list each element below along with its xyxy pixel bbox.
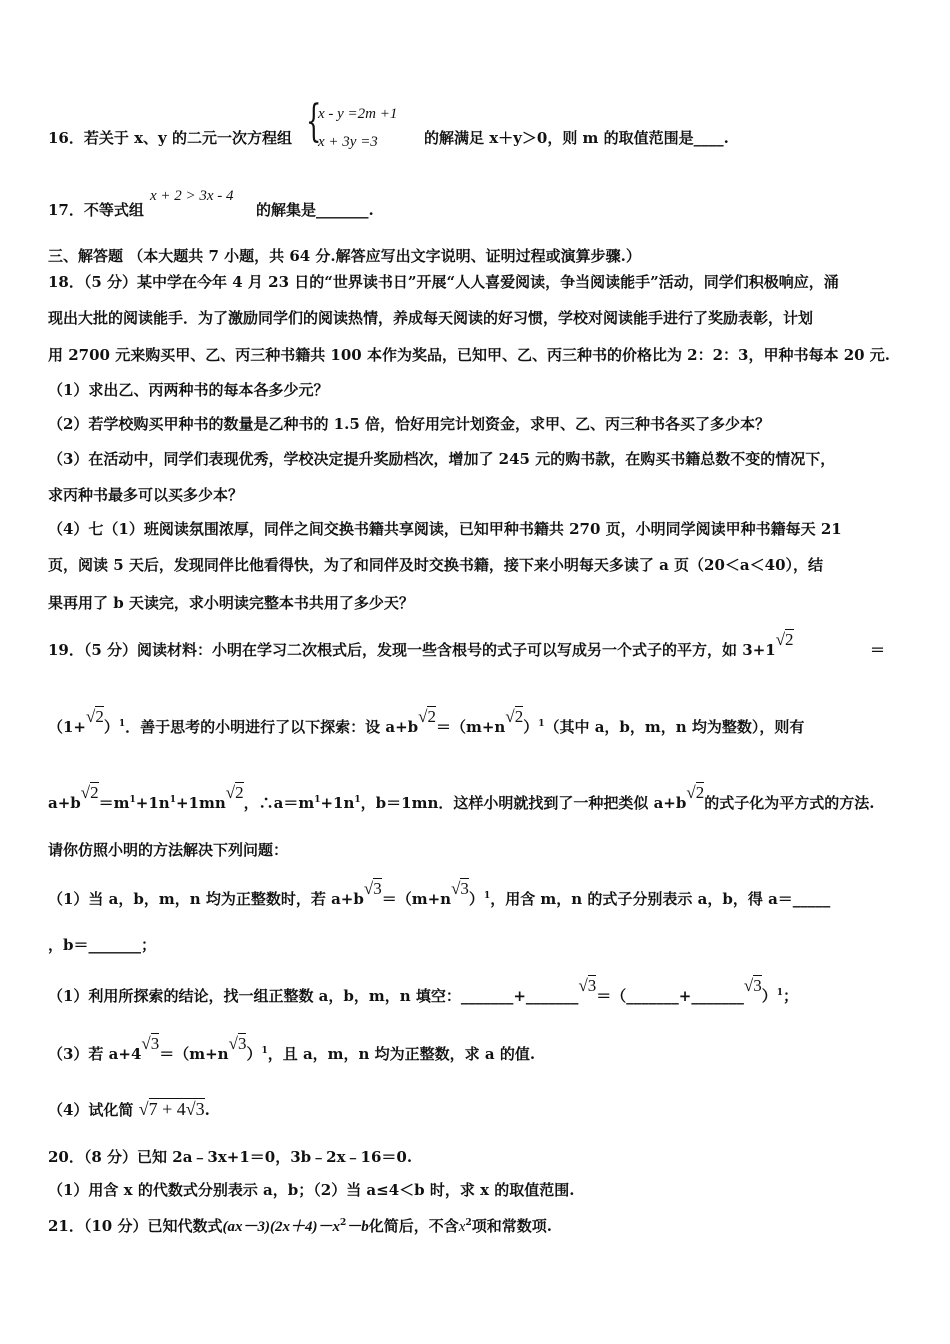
q20-line-2: （1）用含 x 的代数式分别表示 a，b；（2）当 a≤4＜b 时，求 x 的取值范围. [48, 1181, 575, 1199]
question-21: 21．（10 分）已知代数式$(ax-3)(2x+4)-x^2-b$化简后，不含$x^2$项和常数项. [48, 1217, 552, 1235]
q19-part-2: （1）利用所探索的结论，找一组正整数 a，b，m，n 填空：_______+_______√3＝（_______+_______√3）$^1$； [48, 976, 798, 1005]
sqrt-2: √2 [86, 707, 104, 726]
q18-line-1: 18．（5 分）某中学在今年 4 月 23 日的“世界读书日”开展“人人喜爱阅读，争当阅读能手”活动，同学们积极响应，涌 [48, 273, 839, 291]
sqrt-2: √2 [775, 630, 794, 649]
q16-equation-2: x + 3y =3 [318, 134, 378, 150]
q18-part-4b: 页，阅读 5 天后，发现同伴比他看得快，为了和同伴及时交换书籍，接下来小明每天多读了 a 页（20＜a＜40），结 [48, 556, 824, 574]
q18-part-4c: 果再用了 b 天读完，求小明读完整本书共用了多少天？ [48, 594, 414, 612]
sqrt-3: √3 [743, 976, 762, 995]
sqrt-3: √3 [578, 976, 597, 995]
sqrt-3: √3 [451, 879, 469, 898]
question-16 [48, 128, 292, 148]
sqrt-2: √2 [686, 783, 705, 802]
q17-inequality: x + 2 > 3x - 4 [150, 188, 234, 204]
q19-part-1: （1）当 a，b，m，n 均为正整数时，若 $a+b√3=(m+n√3)^1$，用含 m，n 的式子分别表示 a，b，得 a＝_____ [48, 879, 831, 908]
q18-line-2: 现出大批的阅读能手．为了激励同学们的阅读热情，养成每天阅读的好习惯，学校对阅读能手进行了奖励表彰，计划 [48, 309, 814, 327]
q19-instruction: 请你仿照小明的方法解决下列问题： [48, 841, 289, 859]
q17-tail: 的解集是_______. [256, 201, 374, 219]
q19-part-3: （3）若 $a+4√3=(m+n√3)^1$，且 a，m，n 均为正整数，求 a 的值. [48, 1034, 536, 1063]
q16-tail: 的解满足 x＋y＞0，则 m 的取值范围是____. [424, 129, 729, 147]
q18-part-3b: 求丙种书最多可以买多少本？ [48, 486, 244, 504]
q18-part-2: （2）若学校购买甲种书的数量是乙种书的 1.5 倍，恰好用完计划资金，求甲、乙、丙三种书各买了多少本？ [48, 415, 770, 433]
sqrt-3: √3 [363, 879, 382, 898]
sqrt-2: √2 [505, 707, 524, 726]
q18-line-3: 用 2700 元来购买甲、乙、丙三种书籍共 100 本作为奖品，已知甲、乙、丙三种书的价格比为 2：2：3，甲种书每本 20 元. [48, 346, 891, 364]
section-3-header: 三、解答题 （本大题共 7 小题，共 64 分.解答应写出文字说明、证明过程或演算步骤.） [48, 247, 641, 265]
sqrt-3: √3 [228, 1034, 247, 1053]
q18-part-4a: （4）七（1）班阅读氛围浓厚，同伴之间交换书籍共享阅读，已知甲种书籍共 270 页，小明同学阅读甲种书籍每天 21 [48, 520, 842, 538]
question-17 [48, 200, 144, 220]
q17-label: 17．不等式组 [48, 201, 144, 219]
q19-equals: ＝ [870, 641, 886, 659]
q20-line-1: 20．（8 分）已知 2a﹣3x+1＝0，3b﹣2x﹣16＝0. [48, 1148, 413, 1166]
sqrt-2: √2 [80, 783, 99, 802]
sqrt-3: √3 [141, 1034, 160, 1053]
q18-part-1: （1）求出乙、丙两种书的每本各多少元？ [48, 381, 329, 399]
q18-part-3a: （3）在活动中，同学们表现优秀，学校决定提升奖励档次，增加了 245 元的购书款，在购买书籍总数不变的情况下， [48, 450, 836, 468]
q16-label: 16．若关于 x、y 的二元一次方程组 [48, 129, 292, 147]
q19-part-4: （4）试化简 √7 + 4√3. [48, 1099, 210, 1119]
q19-part-1-b: ，b＝_______； [48, 936, 156, 954]
q19-line-3: $a+b√2=m^1+1n^1+1mn√2$，$\therefore a=m^1+1n^1$，b＝1mn．这样小明就找到了一种把类似 a+b√2的式子化为平方式的方法. [48, 783, 875, 812]
nested-radical: √7 + 4√3 [138, 1099, 205, 1119]
system-brace: { [306, 96, 322, 147]
sqrt-2: √2 [418, 707, 436, 726]
q19-line-1: 19．（5 分）阅读材料：小明在学习二次根式后，发现一些含根号的式子可以写成另一个式子的平方，如 3+1√2 [48, 630, 794, 659]
sqrt-2: √2 [225, 783, 244, 802]
q16-equation-1: x - y =2m +1 [318, 106, 398, 122]
q19-line-2: $(1+√2)^1$．善于思考的小明进行了以下探索：设 $a+b√2=(m+n√2)^1$（其中 a，b，m，n 均为整数），则有 [48, 707, 805, 736]
